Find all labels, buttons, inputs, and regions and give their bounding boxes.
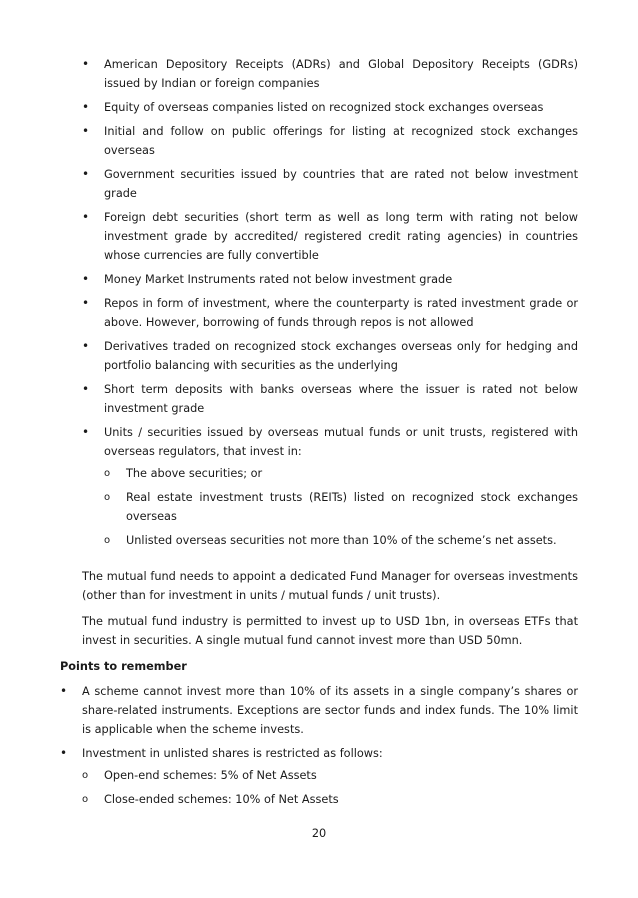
sub-list-item: o Open-end schemes: 5% of Net Assets [82,766,578,785]
list-item: • Foreign debt securities (short term as well as long term with rating not below investment grade by accredited/ registered credit rating agencies) in countries whose currencies are fully convertible [82,208,578,265]
points-to-remember-heading: Points to remember [60,660,187,673]
list-item-units [82,423,578,550]
points-to-remember-list [60,682,578,814]
sub-list-item: o Close-ended schemes: 10% of Net Assets [82,790,578,809]
etf-limit-paragraph: The mutual fund industry is permitted to invest up to USD 1bn, in overseas ETFs that invest in securities. A single mutual fund cannot invest more than USD 50mn. [82,615,578,647]
list-item: • Initial and follow on public offerings for listing at recognized stock exchanges overseas [82,122,578,160]
unlisted-item-text: Investment in unlisted shares is restricted as follows: [82,747,383,760]
page-number: 20 [311,827,327,840]
overseas-securities-list [82,55,578,555]
list-item: • Short term deposits with banks overseas where the issuer is rated not below investment grade [82,380,578,418]
units-item-text: Units / securities issued by overseas mutual funds or unit trusts, registered with overseas regulators, that invest in: [104,426,578,458]
unlisted-sub-list [82,766,578,809]
list-item: • Repos in form of investment, where the counterparty is rated investment grade or above. However, borrowing of funds through repos is not allowed [82,294,578,332]
list-item: • Money Market Instruments rated not below investment grade [82,270,578,289]
sub-list-item: o Unlisted overseas securities not more than 10% of the scheme’s net assets. [104,531,578,550]
list-item: • Government securities issued by countries that are rated not below investment grade [82,165,578,203]
list-item: • American Depository Receipts (ADRs) and Global Depository Receipts (GDRs) issued by Indian or foreign companies [82,55,578,93]
list-item-unlisted [60,744,578,809]
sub-list-item: o Real estate investment trusts (REITs) listed on recognized stock exchanges overseas [104,488,578,526]
sub-list-item: o The above securities; or [104,464,578,483]
list-item: • A scheme cannot invest more than 10% of its assets in a single company’s shares or share-related instruments. Exceptions are sector funds and index funds. The 10% limit is applicable when the scheme invests. [60,682,578,739]
list-item: • Derivatives traded on recognized stock exchanges overseas only for hedging and portfolio balancing with securities as the underlying [82,337,578,375]
list-item: • Equity of overseas companies listed on recognized stock exchanges overseas [82,98,578,117]
units-sub-list [104,464,578,550]
fund-manager-paragraph: The mutual fund needs to appoint a dedicated Fund Manager for overseas investments (other than for investment in units / mutual funds / unit trusts). [82,570,578,602]
